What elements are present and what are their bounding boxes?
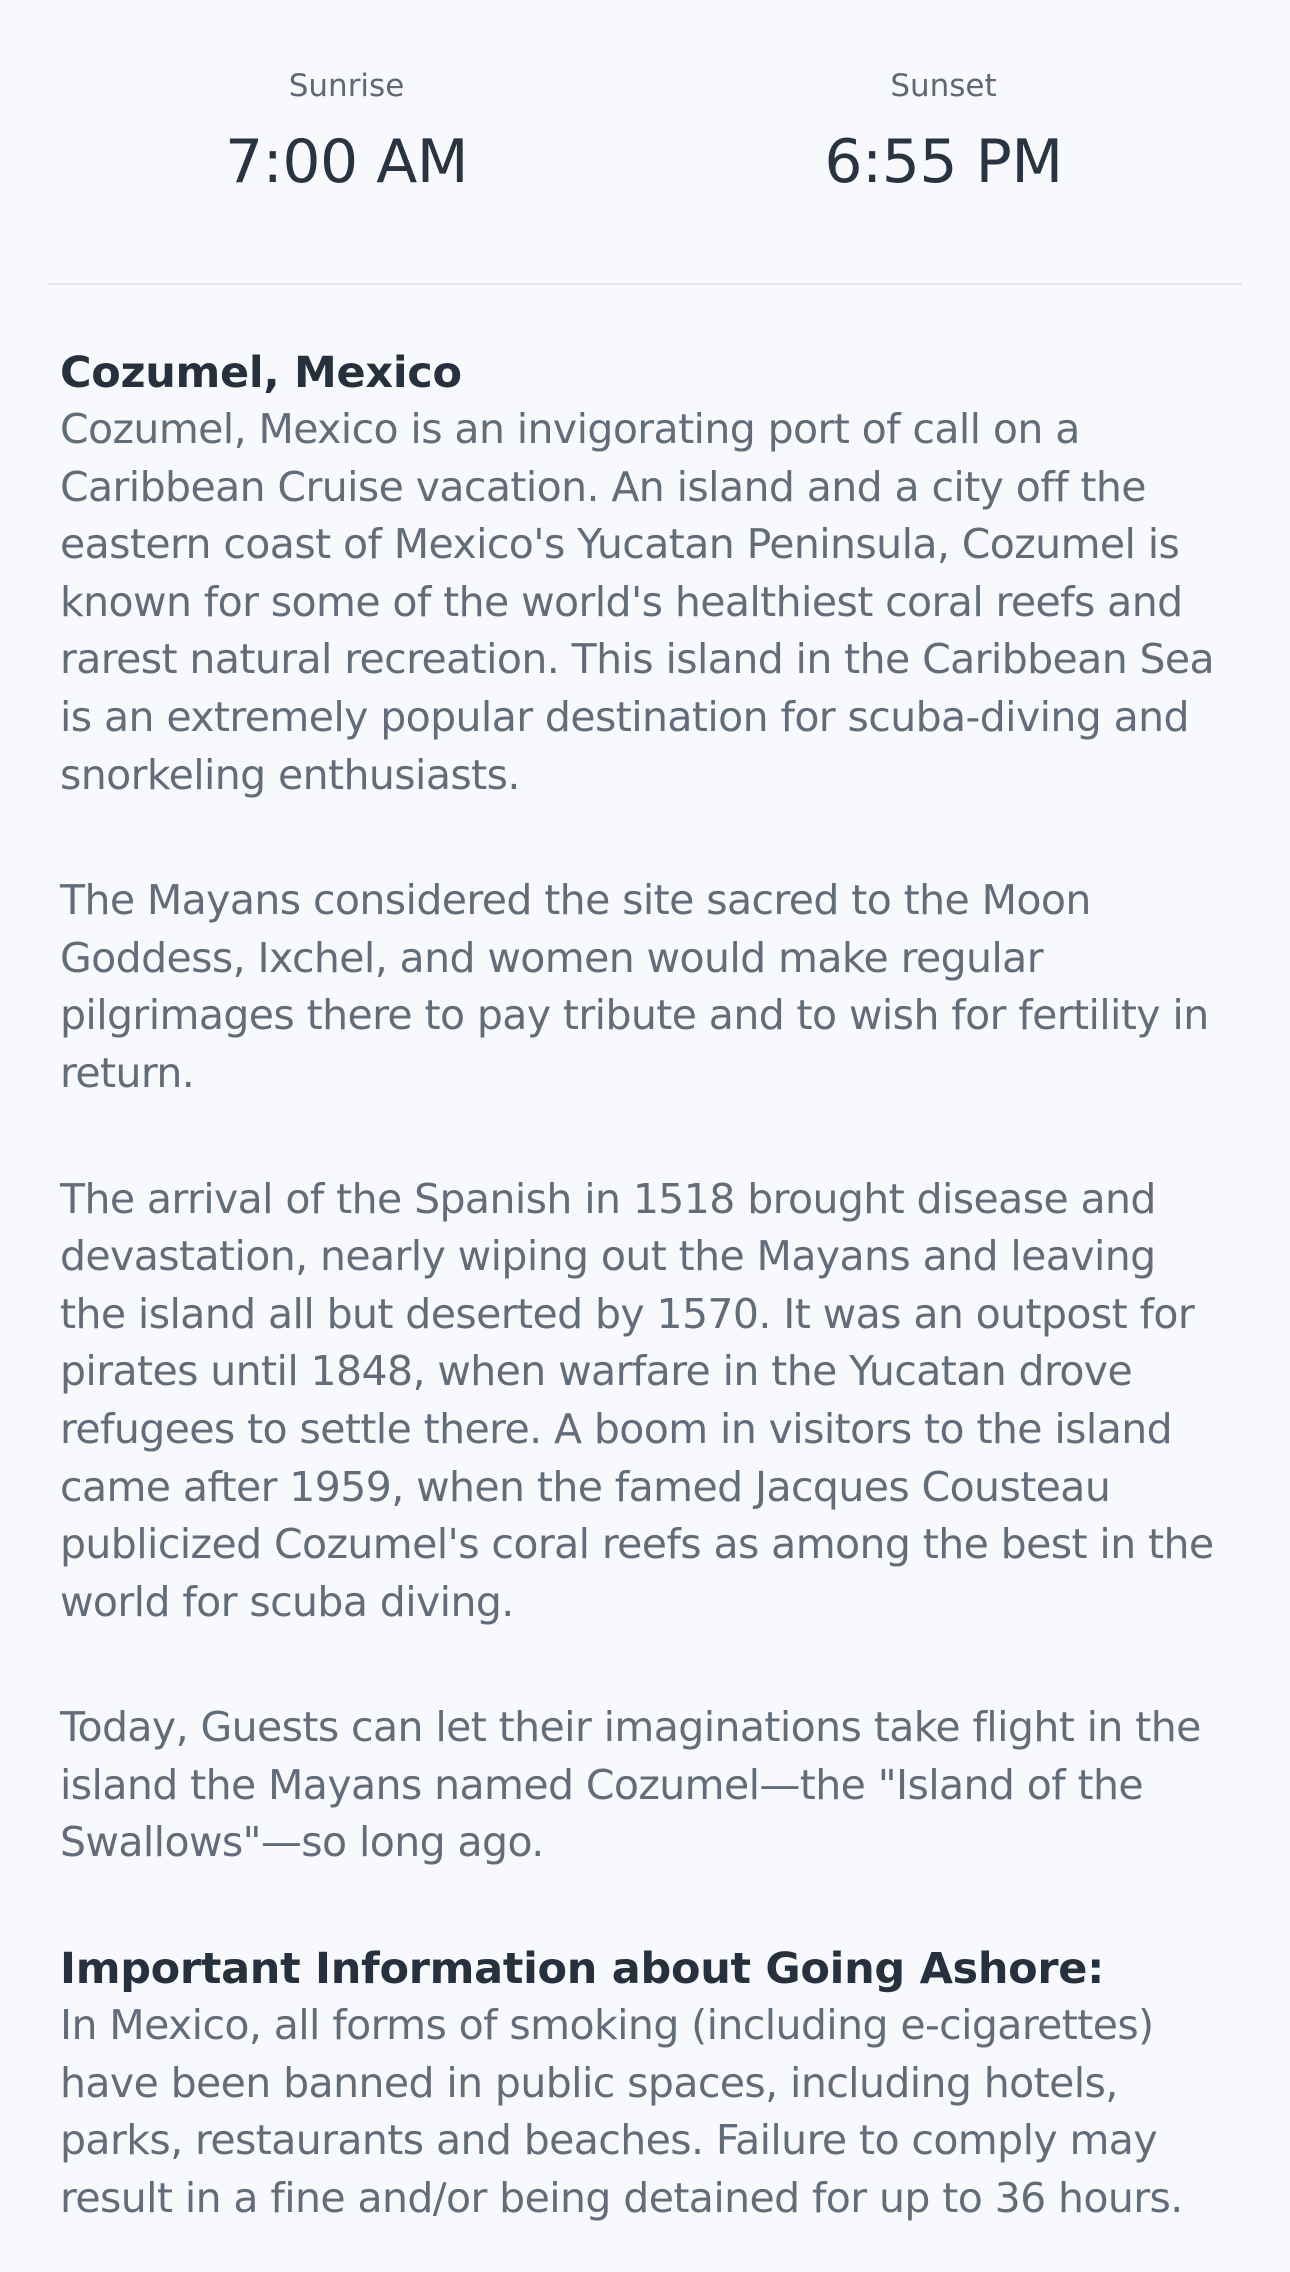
sunrise-time: 7:00 AM xyxy=(224,127,469,197)
port-paragraph: Cozumel, Mexico is an invigorating port of call on a Caribbean Cruise vacation. An island and a city off the eastern coast of Mexico's Yucatan Peninsula, Cozumel is known for some of the world's healthiest coral reefs and rarest natural recreation. This island in the Caribbean Sea is an extremely popular destination for scuba-diving and snorkeling enthusiasts. xyxy=(60,405,1215,799)
port-paragraph: The arrival of the Spanish in 1518 brought disease and devastation, nearly wiping out the Mayans and leaving the island all but deserted by 1570. It was an outpost for pirates until 1848, when warfare in the Yucatan drove refugees to settle there. A boom in visitors to the island came after 1959, when the famed Jacques Cousteau publicized Cozumel's coral reefs as among the best in the world for scuba diving. xyxy=(60,1174,1214,1626)
sunset-label: Sunset xyxy=(890,68,997,104)
ashore-text: In Mexico, all forms of smoking (including e-cigarettes) have been banned in public spaces, including hotels, parks, restaurants and beaches. Failure to comply may result in a fine and/or being detained for up to 36 hours. xyxy=(60,2001,1183,2222)
port-paragraph: Today, Guests can let their imaginations take flight in the island the Mayans named Cozumel—the "Island of the Swallows"—so long ago. xyxy=(60,1703,1201,1867)
port-description xyxy=(0,345,1290,2227)
sun-times xyxy=(48,0,1242,285)
sunset-block xyxy=(645,0,1242,283)
sunrise-block xyxy=(48,0,645,283)
port-paragraph: The Mayans considered the site sacred to the Moon Goddess, Ixchel, and women would make regular pilgrimages there to pay tribute and to wish for fertility in return. xyxy=(60,876,1209,1097)
sunrise-label: Sunrise xyxy=(288,68,405,104)
ashore-title: Important Information about Going Ashore: xyxy=(60,1944,1105,1995)
port-title: Cozumel, Mexico xyxy=(60,348,462,398)
sunset-time: 6:55 PM xyxy=(824,127,1063,197)
